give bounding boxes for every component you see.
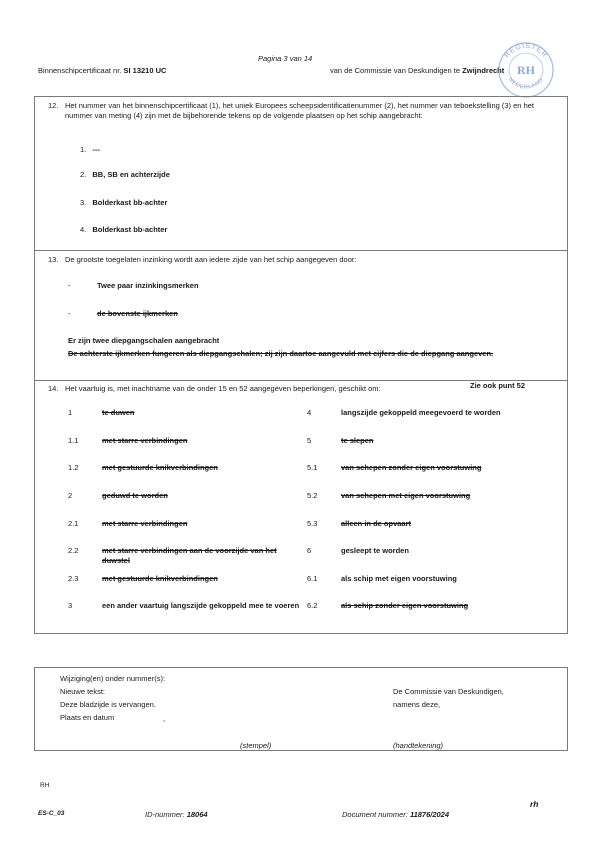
new-text-label: Nieuwe tekst:	[60, 687, 106, 696]
capability-text: met gestuurde knikverbindingen	[102, 574, 218, 583]
capability-text: alleen in de opvaart	[341, 519, 412, 528]
diepgang-note: Er zijn twee diepgangschalen aangebracht	[68, 336, 220, 345]
see-also-note: Zie ook punt 52	[470, 381, 526, 390]
stamp-center-text: RH	[517, 63, 535, 77]
replaced-label: Deze bladzijde is vervangen.	[60, 700, 156, 709]
list-item: 2. BB, SB en achterzijde	[80, 170, 170, 179]
section-text: Het vaartuig is, met inachtname van de onder 15 en 52 aangegeven beperkingen, geschikt om:	[65, 384, 381, 393]
stamp-top-text: REGISTER	[503, 42, 549, 60]
capability-text: geduwd te worden	[102, 491, 168, 500]
amendment-label: Wijziging(en) onder nummer(s):	[60, 674, 166, 683]
capability-text: van schepen zonder eigen voorstuwing	[341, 463, 482, 472]
section-text: Het nummer van het binnenschipcertificaat (1), het uniek Europees scheepsidentificatienummer (2), het nummer van teboekstelling (3) en het nummer van meting (4) zijn met de bijbehorende tekens op de volgende plaatsen op het schip aangebracht:	[65, 101, 534, 120]
place-date-label: Plaats en datum	[60, 713, 115, 722]
section-number: 13.	[48, 255, 59, 264]
capability-text: langszijde gekoppeld meegevoerd te worden	[341, 408, 501, 417]
form-code: ES-C_03	[38, 810, 65, 817]
initials-right: rh	[530, 799, 539, 809]
capability-text: met starre verbindingen	[102, 436, 188, 445]
section-text: De grootste toegelaten inzinking wordt aan iedere zijde van het schip aangegeven door:	[65, 255, 357, 264]
stamp-label: (stempel)	[240, 741, 272, 750]
initials-small: RH	[40, 782, 50, 789]
divider-12-13	[34, 250, 568, 251]
capability-number: 6.2	[307, 601, 318, 610]
commission-prefix: van de Commissie van Deskundigen te	[330, 66, 461, 75]
page-number: Pagina 3 van 14	[258, 54, 313, 63]
capability-text: met gestuurde knikverbindingen	[102, 463, 218, 472]
place-date-comma: ,	[163, 714, 166, 723]
capability-text: te duwen	[102, 408, 135, 417]
list-item: - de bovenste ijkmerken	[68, 309, 178, 318]
capability-number: 6	[307, 546, 312, 555]
capability-number: 1.2	[68, 463, 79, 472]
diepgang-note-struck: De achterste ijkmerken fungeren als diepgangschalen; zij zijn daartoe aangevuld met cijfers die de diepgang aangeven.	[68, 349, 494, 358]
capability-number: 2.1	[68, 519, 79, 528]
capability-number: 4	[307, 408, 312, 417]
capability-number: 1	[68, 408, 73, 417]
capability-number: 5.2	[307, 491, 318, 500]
id-number: ID-nummer: 18064	[145, 810, 208, 819]
capability-number: 2.2	[68, 546, 79, 555]
certificate-label: Binnenschipcertificaat nr.	[38, 66, 122, 75]
document-number: Document nummer: 11876/2024	[342, 810, 450, 819]
capability-text: van schepen met eigen voorstuwing	[341, 491, 471, 500]
stamp-bottom-text: NEDERLAND	[506, 76, 546, 91]
capability-text: als schip met eigen voorstuwing	[341, 574, 457, 583]
certificate-number: SI 13210 UC	[123, 66, 167, 75]
section-number: 12.	[48, 101, 59, 110]
signature-label: (handtekening)	[393, 741, 444, 750]
on-behalf-label: namens deze,	[393, 700, 441, 709]
register-stamp	[496, 40, 556, 100]
capability-number: 2	[68, 491, 73, 500]
commission-line	[330, 66, 504, 75]
capability-text: met starre verbindingen	[102, 519, 188, 528]
certificate-number-line	[38, 66, 166, 75]
capability-number: 1.1	[68, 436, 79, 445]
capability-number: 3	[68, 601, 73, 610]
capability-number: 5	[307, 436, 312, 445]
list-item: 4. Bolderkast bb-achter	[80, 225, 168, 234]
capability-number: 5.3	[307, 519, 318, 528]
commission-signature-label: De Commissie van Deskundigen,	[393, 687, 504, 696]
capability-text: te slepen	[341, 436, 374, 445]
capability-text: als schip zonder eigen voorstuwing	[341, 601, 469, 610]
capability-text: met starre verbindingen aan de voorzijde van het duwstel	[102, 546, 277, 565]
capability-number: 2.3	[68, 574, 79, 583]
list-item: - Twee paar inzinkingsmerken	[68, 281, 199, 290]
capability-text: gesleept te worden	[341, 546, 409, 555]
section-number: 14.	[48, 384, 59, 393]
capability-number: 6.1	[307, 574, 318, 583]
commission-place: Zwijndrecht	[462, 66, 505, 75]
capability-number: 5.1	[307, 463, 318, 472]
capability-text: een ander vaartuig langszijde gekoppeld mee te voeren	[102, 601, 300, 610]
list-item: 1. ---	[80, 145, 100, 154]
list-item: 3. Bolderkast bb-achter	[80, 198, 168, 207]
